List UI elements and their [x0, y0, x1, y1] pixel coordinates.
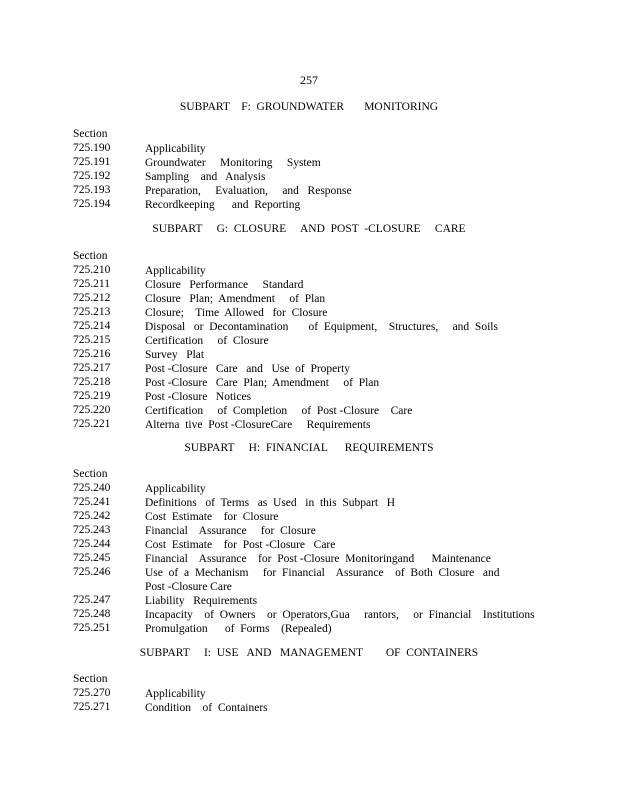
section-number: 725.192 — [73, 170, 111, 182]
section-title: Financial Assurance for Post -Closure Monitoringand Maintenance — [145, 553, 491, 565]
section-number: 725.221 — [73, 418, 111, 430]
section-number: 725.219 — [73, 390, 111, 402]
section-title: Alterna tive Post -ClosureCare Requirements — [145, 419, 371, 431]
section-number: 725.240 — [73, 482, 111, 494]
section-title: Closure Performance Standard — [145, 279, 304, 291]
section-number: 725.215 — [73, 334, 111, 346]
section-title: Post -Closure Care and Use of Property — [145, 363, 351, 375]
section-title: Applicability — [145, 265, 206, 277]
section-number: 725.216 — [73, 348, 111, 360]
subpart-f-heading: SUBPART F: GROUNDWATER MONITORING — [179, 101, 439, 113]
section-title: Closure; Time Allowed for Closure — [145, 307, 328, 319]
section-title: Certification of Completion of Post -Closure Care — [145, 405, 413, 417]
section-number: 725.214 — [73, 320, 111, 332]
section-number: 725.210 — [73, 264, 111, 276]
section-title: Groundwater Monitoring System — [145, 157, 321, 169]
section-title: Definitions of Terms as Used in this Subpart H — [145, 497, 396, 509]
section-title: Condition of Containers — [145, 702, 268, 714]
section-title: Cost Estimate for Closure — [145, 511, 279, 523]
subpart-g-heading: SUBPART G: CLOSURE AND POST -CLOSURE CARE — [152, 223, 466, 235]
section-title: Survey Plat — [145, 349, 205, 361]
subpart-h-heading: SUBPART H: FINANCIAL REQUIREMENTS — [184, 442, 434, 454]
section-title: Post -Closure Care Plan; Amendment of Plan — [145, 377, 380, 389]
section-number: 725.191 — [73, 156, 111, 168]
section-number: 725.194 — [73, 198, 111, 210]
section-number: 725.217 — [73, 362, 111, 374]
section-number: 725.190 — [73, 142, 111, 154]
section-label: Section — [73, 128, 108, 140]
section-number: 725.243 — [73, 524, 111, 536]
subpart-i-heading: SUBPART I: USE AND MANAGEMENT OF CONTAINERS — [139, 647, 479, 659]
section-number: 725.247 — [73, 594, 111, 606]
section-label: Section — [73, 250, 108, 262]
section-title: Closure Plan; Amendment of Plan — [145, 293, 326, 305]
section-number: 725.248 — [73, 608, 111, 620]
section-number: 725.241 — [73, 496, 111, 508]
section-title: Use of a Mechanism for Financial Assurance of Both Closure and Post -Closure Care — [145, 567, 506, 593]
section-title: Recordkeeping and Reporting — [145, 199, 301, 211]
page-number: 257 — [300, 73, 318, 87]
section-number: 725.220 — [73, 404, 111, 416]
section-title: Promulgation of Forms (Repealed) — [145, 623, 332, 635]
section-number: 725.251 — [73, 622, 111, 634]
section-number: 725.212 — [73, 292, 111, 304]
section-title: Disposal or Decontamination of Equipment, Structures, and Soils — [145, 321, 498, 333]
section-title: Cost Estimate for Post -Closure Care — [145, 539, 336, 551]
section-title: Certification of Closure — [145, 335, 269, 347]
section-number: 725.246 — [73, 566, 111, 578]
section-number: 725.271 — [73, 701, 111, 713]
section-title: Sampling and Analysis — [145, 171, 266, 183]
section-number: 725.244 — [73, 538, 111, 550]
section-title: Financial Assurance for Closure — [145, 525, 316, 537]
section-title: Preparation, Evaluation, and Response — [145, 185, 352, 197]
section-label: Section — [73, 468, 108, 480]
section-label: Section — [73, 673, 108, 685]
section-title: Applicability — [145, 143, 206, 155]
section-number: 725.193 — [73, 184, 111, 196]
section-number: 725.242 — [73, 510, 111, 522]
section-title: Applicability — [145, 688, 206, 700]
section-title: Liability Requirements — [145, 595, 258, 607]
section-number: 725.245 — [73, 552, 111, 564]
section-number: 725.270 — [73, 687, 111, 699]
section-title: Post -Closure Notices — [145, 391, 252, 403]
section-title: Incapacity of Owners or Operators,Gua rantors, or Financial Institutions — [145, 609, 535, 621]
section-title: Applicability — [145, 483, 206, 495]
section-number: 725.218 — [73, 376, 111, 388]
section-number: 725.211 — [73, 278, 110, 290]
section-number: 725.213 — [73, 306, 111, 318]
